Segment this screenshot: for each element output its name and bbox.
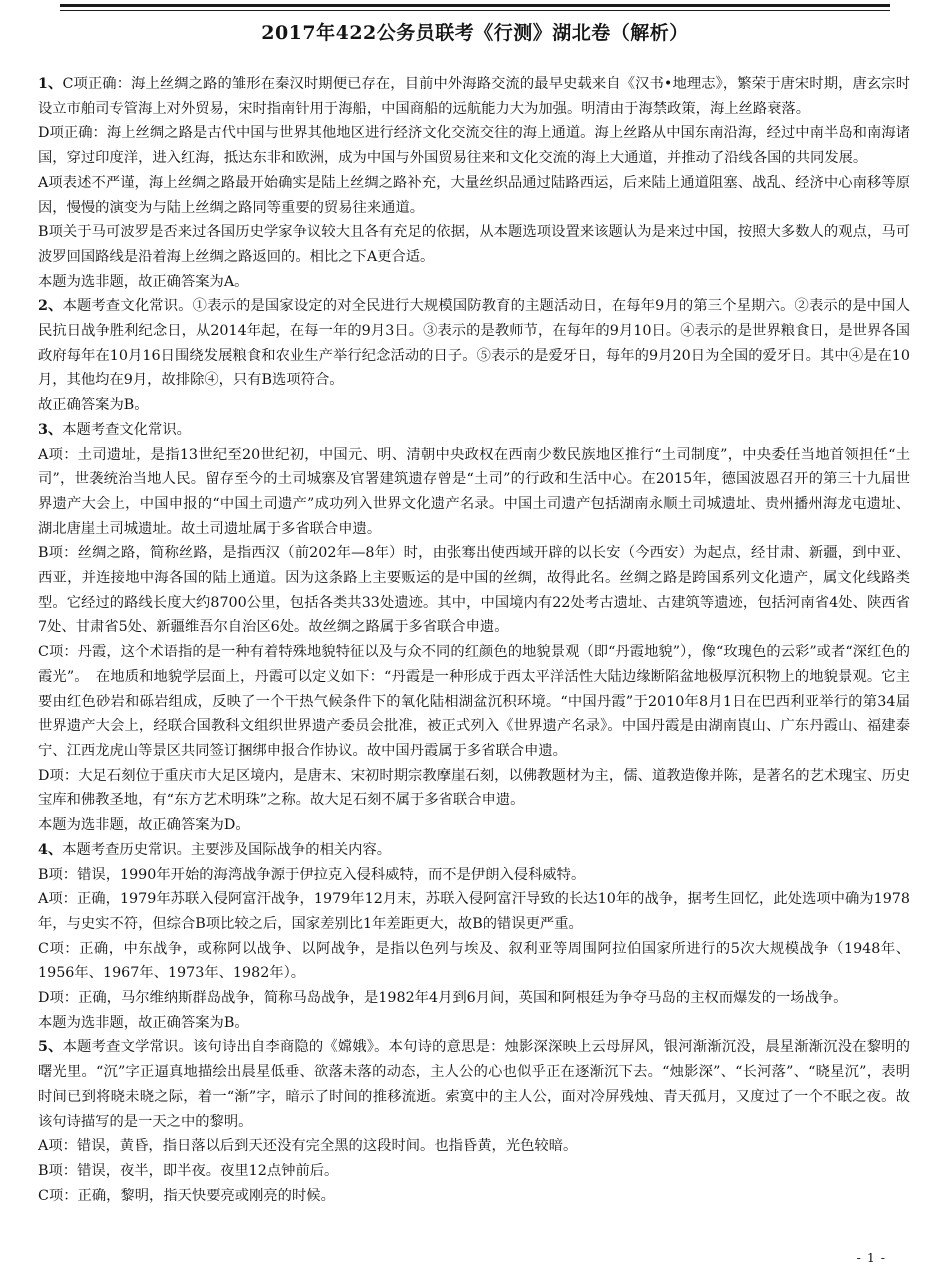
header-rule-thin bbox=[60, 10, 890, 11]
q4-number: 4、 bbox=[38, 841, 63, 858]
q3-answer: 本题为选非题，故正确答案为D。 bbox=[38, 817, 250, 834]
header-rule-thick bbox=[60, 4, 890, 7]
q3-paragraph-b: B项：丝绸之路，简称丝路，是指西汉（前202年—8年）时，由张骞出使西域开辟的以长安（今西安）为起点，经甘肃、新疆，到中亚、西亚，并连接地中海各国的陆上通道。因为这条路上主要贩运的是中国的丝绸，故得此名。丝绸之路是跨国系列文化遗产，属文化线路类型。它经过的路线长度大约8700公里，包括各类共33处遗迹。其中，中国境内有22处考古遗址、古建筑等遗迹，包括河南省4处、陕西省7处、甘肃省5处、新疆维吾尔自治区6处。故丝绸之路属于多省联合申遗。 bbox=[38, 545, 910, 636]
q5-paragraph-a: A项：错误，黄昏，指日落以后到天还没有完全黑的这段时间。也指昏黄，光色较暗。 bbox=[38, 1138, 578, 1155]
q2-number: 2、 bbox=[38, 298, 63, 315]
q3-intro bbox=[38, 418, 910, 443]
q1-paragraph-a: A项表述不严谨，海上丝绸之路最开始确实是陆上丝绸之路补充，大量丝织品通过陆路西运，后来陆上通道阻塞、战乱、经济中心南移等原因，慢慢的演变为与陆上丝绸之路同等重要的贸易往来通道。 bbox=[38, 174, 910, 216]
q3-number: 3、 bbox=[38, 421, 63, 438]
q3-paragraph-a: A项：土司遗址，是指13世纪至20世纪初，中国元、明、清朝中央政权在西南少数民族地区推行“土司制度”，中央委任当地首领担任“土司”，世袭统治当地人民。留存至今的土司城寨及官署建筑遗存曾是“土司”的行政和生活中心。在2015年，德国波恩召开的第三十九届世界遗产大会上，中国申报的“中国土司遗产”成功列入世界文化遗产名录。中国土司遗产包括湖南永顺土司城遗址、贵州播州海龙屯遗址、湖北唐崖土司城遗址。故土司遗址属于多省联合申遗。 bbox=[38, 446, 910, 537]
q3-paragraph-d: D项：大足石刻位于重庆市大足区境内，是唐末、宋初时期宗教摩崖石刻，以佛教题材为主，儒、道教造像并陈，是著名的艺术瑰宝、历史宝库和佛教圣地，有“东方艺术明珠”之称。故大足石刻不属于多省联合申遗。 bbox=[38, 767, 910, 809]
q1-number: 1、 bbox=[38, 76, 63, 92]
q5-text-intro: 本题考查文学常识。该句诗出自李商隐的《嫦娥》。本句诗的意思是：烛影深深映上云母屏风，银河渐渐沉没，晨星渐渐沉没在黎明的曙光里。“沉”字正逼真地描绘出晨星低垂、欲落未落的动态，主人公的心也似乎正在逐渐沉下去。“烛影深”、“长河落”、“晓星沉”，表明时间已到将晓未晓之际，着一“渐”字，暗示了时间的推移流逝。索寞中的主人公，面对冷屏残烛、青天孤月，又度过了一个不眠之夜。故该句诗描写的是一天之中的黎明。 bbox=[38, 1039, 910, 1130]
q2-answer: 故正确答案为B。 bbox=[38, 397, 149, 414]
q1-answer: 本题为选非题，故正确答案为A。 bbox=[38, 273, 249, 290]
q1-paragraph-b: B项关于马可波罗是否来过各国历史学家争议较大且各有充足的依据，从本题选项设置来该题认为是来过中国，按照大多数人的观点，马可波罗回国路线是沿着海上丝绸之路返回的。相比之下A更合适。 bbox=[38, 224, 910, 265]
document-body bbox=[38, 72, 910, 1208]
q2-paragraph bbox=[38, 294, 910, 393]
q4-answer: 本题为选非题，故正确答案为B。 bbox=[38, 1014, 249, 1031]
q4-text-intro: 本题考查历史常识。主要涉及国际战争的相关内容。 bbox=[62, 841, 392, 858]
q3-text-intro: 本题考查文化常识。 bbox=[62, 421, 191, 438]
q4-intro bbox=[38, 838, 910, 863]
q4-paragraph-d: D项：正确，马尔维纳斯群岛战争，简称马岛战争，是1982年4月到6月间，英国和阿根廷为争夺马岛的主权而爆发的一场战争。 bbox=[38, 990, 848, 1007]
q4-paragraph-c: C项：正确，中东战争，或称阿以战争、以阿战争，是指以色列与埃及、叙利亚等周围阿拉伯国家所进行的5次大规模战争（1948年、1956年、1967年、1973年、1982年）。 bbox=[38, 940, 910, 982]
q1-paragraph-d: D项正确：海上丝绸之路是古代中国与世界其他地区进行经济文化交流交往的海上通道。海上丝路从中国东南沿海，经过中南半岛和南海诸国，穿过印度洋，进入红海，抵达东非和欧洲，成为中国与外国贸易往来和文化交流的海上大通道，并推动了沿线各国的共同发展。 bbox=[38, 125, 910, 167]
q5-intro bbox=[38, 1035, 910, 1134]
page-title: 2017年422公务员联考《行测》湖北卷（解析） bbox=[261, 22, 689, 44]
q4-paragraph-a: A项：正确，1979年苏联入侵阿富汗战争，1979年12月末，苏联入侵阿富汗导致的长达10年的战争，据考生回忆，此处选项中确为1978年，与史实不符，但综合B项比较之后，国家差别比1年差距更大，故B的错误更严重。 bbox=[38, 891, 910, 932]
q1-text-c: C项正确：海上丝绸之路的雏形在秦汉时期便已存在，目前中外海路交流的最早史载来自《汉书•地理志》，繁荣于唐宋时期，唐玄宗时设立市舶司专管海上对外贸易，宋时指南针用于海船，中国商船的远航能力大为加强。明清由于海禁政策，海上丝路衰落。 bbox=[38, 76, 910, 117]
page-number: - 1 - bbox=[856, 1250, 886, 1265]
q5-paragraph-b: B项：错误，夜半，即半夜。夜里12点钟前后。 bbox=[38, 1162, 339, 1179]
q5-number: 5、 bbox=[38, 1039, 63, 1056]
q2-text: 本题考查文化常识。①表示的是国家设定的对全民进行大规模国防教育的主题活动日，在每年9月的第三个星期六。②表示的是中国人民抗日战争胜利纪念日，从2014年起，在每一年的9月3日。③表示的是教师节，在每年的9月10日。④表示的是世界粮食日，是世界各国政府每年在10月16日围绕发展粮食和农业生产举行纪念活动的日子。⑤表示的是爱牙日，每年的9月20日为全国的爱牙日。其中④是在10月，其他均在9月，故排除④，只有B选项符合。 bbox=[38, 298, 910, 389]
q5-paragraph-c: C项：正确，黎明，指天快要亮或刚亮的时候。 bbox=[38, 1187, 335, 1204]
q4-paragraph-b: B项：错误，1990年开始的海湾战争源于伊拉克入侵科威特，而不是伊朗入侵科威特。 bbox=[38, 866, 586, 883]
q3-paragraph-c: C项：丹霞，这个术语指的是一种有着特殊地貌特征以及与众不同的红颜色的地貌景观（即“丹霞地貌”），像“玫瑰色的云彩”或者“深红色的霞光”。 在地质和地貌学层面上，丹霞可以定义如下：“丹霞是一种形成于西太平洋活性大陆边缘断陷盆地极厚沉积物上的地貌景观。它主要由红色砂岩和砾岩组成，反映了一个干热气候条件下的氧化陆相湖盆沉积环境。“中国丹霞”于2010年8月1日在巴西利亚举行的第34届世界遗产大会上，经联合国教科文组织世界遗产委员会批准，被正式列入《世界遗产名录》。中国丹霞是由湖南崀山、广东丹霞山、福建泰宁、江西龙虎山等景区共同签订捆绑申报合作协议。故中国丹霞属于多省联合申遗。 bbox=[38, 644, 910, 759]
q1-paragraph-c bbox=[38, 72, 910, 121]
